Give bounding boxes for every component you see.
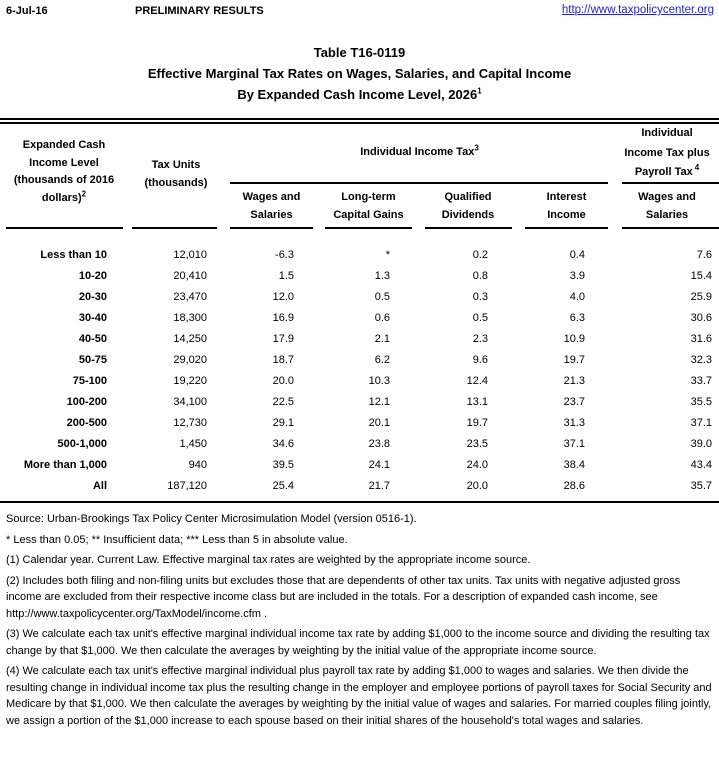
header-line: Wages and: [242, 191, 301, 203]
cell-value: 187,120: [167, 480, 207, 492]
footnotes: [6, 511, 713, 729]
cell-value: 25.9: [690, 291, 712, 303]
cell-value: 18,300: [173, 312, 207, 324]
source-note: Source: Urban-Brookings Tax Policy Center Microsimulation Model (version 0516-1).: [6, 513, 417, 525]
subheader-interest-income: [518, 189, 615, 224]
table-row: [0, 392, 719, 413]
cell-value: 3.9: [569, 270, 585, 282]
header-line: Income Level: [29, 156, 99, 169]
cell-value: 20.1: [368, 417, 390, 429]
table-main-title: Effective Marginal Tax Rates on Wages, Salaries, and Capital Income: [147, 66, 572, 81]
cell-value: 34.6: [272, 438, 294, 450]
table-bottom-rule: [0, 501, 719, 503]
cell-value: 22.5: [272, 396, 294, 408]
group2-underline-rule: [622, 182, 719, 184]
cell-value: 35.7: [690, 480, 712, 492]
cell-value: 1.3: [374, 270, 390, 282]
cell-value: -6.3: [275, 249, 294, 261]
row-label: 30-40: [78, 312, 107, 324]
subheader-qualified-dividends: [418, 189, 518, 224]
footnote-ref-3: 3: [474, 143, 479, 153]
cell-value: 34,100: [173, 396, 207, 408]
cell-value: 12.0: [272, 291, 294, 303]
group-header-individual-income-tax: [224, 143, 615, 158]
header-line: Income Tax plus: [624, 146, 710, 159]
cell-value: 28.6: [563, 480, 585, 492]
footnote-2: (2) Includes both filing and non-filing units but excludes those that are dependents of other tax units. Tax units with negative adjusted gross income are excluded from their respective income class but are included in the totals. For a description of expanded cash income, see http://www.taxpolicycenter.org/TaxModel/income.cfm .: [6, 574, 681, 620]
table-row: [0, 308, 719, 329]
cell-value: 19.7: [466, 417, 488, 429]
header-line-text: Payroll Tax: [634, 166, 693, 178]
row-label: 200-500: [66, 417, 107, 429]
row-label: 20-30: [78, 291, 107, 303]
table-body: [0, 229, 719, 497]
header-line: Capital Gains: [333, 208, 404, 221]
cell-value: 6.2: [374, 354, 390, 366]
header-line: Qualified: [444, 191, 492, 203]
header-line: (thousands): [144, 176, 208, 189]
table-row: [0, 371, 719, 392]
cell-value: 18.7: [272, 354, 294, 366]
cell-value: 0.5: [472, 312, 488, 324]
row-label: 10-20: [78, 270, 107, 282]
site-url-link[interactable]: http://www.taxpolicycenter.org: [561, 4, 714, 16]
cell-value: 38.4: [563, 459, 585, 471]
group-header-income-plus-payroll-tax: [615, 124, 719, 183]
footnote-ref-4: 4: [694, 163, 700, 173]
symbols-note: * Less than 0.05; ** Insufficient data; *** Less than 5 in absolute value.: [6, 533, 348, 546]
cell-value: 0.6: [374, 312, 390, 324]
cell-value: 20.0: [466, 480, 488, 492]
cell-value: 32.3: [690, 354, 712, 366]
cell-value: 0.4: [569, 249, 585, 261]
subheader-wages-salaries-payroll: [615, 189, 719, 224]
cell-value: 12.4: [466, 375, 488, 387]
cell-value: 30.6: [690, 312, 712, 324]
header-line: Interest: [546, 191, 587, 203]
cell-value: 43.4: [690, 459, 712, 471]
row-label: 100-200: [66, 396, 107, 408]
footnote-1: (1) Calendar year. Current Law. Effective marginal tax rates are weighted by the appropriate income source.: [6, 554, 531, 566]
cell-value: 23,470: [173, 291, 207, 303]
cell-value: 20.0: [272, 375, 294, 387]
cell-value: 6.3: [569, 312, 585, 324]
table-row: [0, 476, 719, 497]
row-label: More than 1,000: [23, 459, 107, 471]
header-line: (thousands of 2016: [13, 174, 115, 186]
cell-value: 9.6: [472, 354, 488, 366]
table-number-title: Table T16-0119: [313, 45, 406, 60]
column-underline-rule: [425, 227, 512, 229]
column-underline-rule: [230, 227, 313, 229]
cell-value: 24.1: [368, 459, 390, 471]
cell-value: 35.5: [690, 396, 712, 408]
column-header-tax-units: [128, 157, 224, 192]
cell-value: 13.1: [466, 396, 488, 408]
column-header-income-level: [0, 137, 128, 207]
column-underline-rule: [6, 227, 123, 229]
table-header: [0, 124, 719, 229]
cell-value: 37.1: [563, 438, 585, 450]
column-underline-rule: [132, 227, 217, 229]
table-row: [0, 350, 719, 371]
cell-value: 1.5: [278, 270, 294, 282]
cell-value: 19.7: [563, 354, 585, 366]
cell-value: 19,220: [173, 375, 207, 387]
cell-value: 37.1: [690, 417, 712, 429]
cell-value: 23.7: [563, 396, 585, 408]
table-row: [0, 455, 719, 476]
date-label: 6-Jul-16: [6, 5, 48, 17]
title-block: [0, 42, 719, 105]
column-underline-rule: [325, 227, 412, 229]
cell-value: 940: [188, 459, 207, 471]
row-label: 50-75: [78, 354, 107, 366]
row-label: 500-1,000: [57, 438, 107, 450]
cell-value: 15.4: [690, 270, 712, 282]
header-line: Income: [547, 208, 586, 221]
cell-value: 0.8: [472, 270, 488, 282]
footnote-ref-2: 2: [81, 188, 87, 198]
header-line: Individual: [641, 127, 693, 139]
table-row: [0, 287, 719, 308]
column-underline-rule: [622, 227, 719, 229]
table-row: [0, 413, 719, 434]
cell-value: 14,250: [173, 333, 207, 345]
footnote-3: (3) We calculate each tax unit's effective marginal individual income tax rate by adding $1,000 to the income source and dividing the resulting tax change by that $1,000. We then calculate the averages by weighting by the initial value of the appropriate income source.: [6, 628, 710, 657]
cell-value: 33.7: [690, 375, 712, 387]
header-line: Expanded Cash: [22, 139, 106, 151]
cell-value: 23.5: [466, 438, 488, 450]
table-row: [0, 329, 719, 350]
cell-value: *: [385, 249, 390, 261]
cell-value: 12,730: [173, 417, 207, 429]
cell-value: 12.1: [368, 396, 390, 408]
cell-value: 16.9: [272, 312, 294, 324]
row-label: All: [92, 480, 107, 492]
cell-value: 17.9: [272, 333, 294, 345]
subheader-long-term-capital-gains: [319, 189, 418, 224]
table-row: [0, 245, 719, 266]
header-line: Salaries: [250, 208, 293, 221]
row-label: Less than 10: [40, 249, 107, 261]
group1-underline-rule: [230, 182, 608, 184]
cell-value: 2.3: [472, 333, 488, 345]
cell-value: 0.5: [374, 291, 390, 303]
cell-value: 4.0: [569, 291, 585, 303]
header-line: [0, 190, 128, 208]
table-row: [0, 434, 719, 455]
cell-value: 21.7: [368, 480, 390, 492]
subheader-wages-salaries: [224, 189, 319, 224]
table-sub-title-text: By Expanded Cash Income Level, 2026: [237, 87, 478, 102]
header-line: Long-term: [341, 191, 396, 203]
top-bar: [0, 0, 719, 20]
footnote-4: (4) We calculate each tax unit's effective marginal individual plus payroll tax rate by adding $1,000 to wages and salaries. We then divide the resulting change in individual income tax plus the resulting change in the employer and employee portions of payroll taxes for Social Security and Medicare by that $1,000. We then calculate the averages by weighting by the initial value of wages and salaries. For married couples filing jointly, we assign a portion of the $1,000 increase to each spouse based on their initial shares of the household's total wages and salaries.: [6, 665, 712, 727]
header-line: Salaries: [645, 208, 689, 221]
cell-value: 21.3: [563, 375, 585, 387]
cell-value: 0.2: [472, 249, 488, 261]
header-line: Dividends: [441, 208, 495, 221]
cell-value: 23.8: [368, 438, 390, 450]
status-label: PRELIMINARY RESULTS: [135, 5, 264, 17]
row-label: 75-100: [72, 375, 107, 387]
cell-value: 31.6: [690, 333, 712, 345]
cell-value: 29.1: [272, 417, 294, 429]
cell-value: 29,020: [173, 354, 207, 366]
row-label: 40-50: [78, 333, 107, 345]
cell-value: 24.0: [466, 459, 488, 471]
cell-value: 1,450: [179, 438, 207, 450]
header-line: [615, 163, 719, 183]
group-header-text: Individual Income Tax: [360, 146, 475, 158]
header-line-text: dollars): [41, 191, 82, 204]
cell-value: 10.3: [368, 375, 390, 387]
footnote-ref-1: 1: [477, 86, 482, 96]
cell-value: 12,010: [173, 249, 207, 261]
cell-value: 10.9: [563, 333, 585, 345]
data-table: [0, 118, 719, 503]
table-sub-title: [0, 84, 719, 105]
cell-value: 2.1: [374, 333, 390, 345]
cell-value: 39.0: [690, 438, 712, 450]
cell-value: 20,410: [173, 270, 207, 282]
cell-value: 0.3: [472, 291, 488, 303]
header-line: Wages and: [638, 191, 696, 203]
cell-value: 7.6: [696, 249, 712, 261]
header-line: Tax Units: [151, 159, 201, 171]
column-underline-rule: [525, 227, 608, 229]
cell-value: 39.5: [272, 459, 294, 471]
cell-value: 25.4: [272, 480, 294, 492]
table-row: [0, 266, 719, 287]
cell-value: 31.3: [563, 417, 585, 429]
